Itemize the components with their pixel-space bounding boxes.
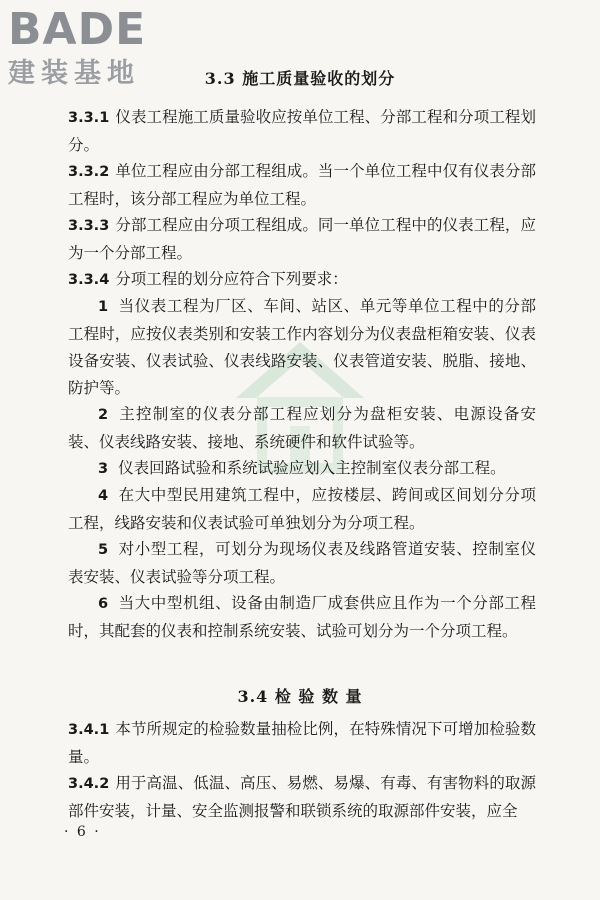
item-number: 3 <box>98 461 109 477</box>
clause-number: 3.3.4 <box>68 272 110 288</box>
item-3 <box>68 455 536 483</box>
item-5 <box>68 536 536 591</box>
item-1 <box>68 293 536 402</box>
item-number: 4 <box>98 488 109 504</box>
clause-3-3-2 <box>68 158 536 213</box>
clause-3-3-4 <box>68 266 536 294</box>
clause-text: 分部工程应由分项工程组成。同一单位工程中的仪表工程，应为一个分部工程。 <box>68 216 536 262</box>
clause-text: 单位工程应由分部工程组成。当一个单位工程中仅有仪表分部工程时，该分部工程应为单位工程。 <box>68 162 536 208</box>
item-text: 当仪表工程为厂区、车间、站区、单元等单位工程中的分部工程时，应按仪表类别和安装工作内容划分为仪表盘柜箱安装、仪表设备安装、仪表试验、仪表线路安装、仪表管道安装、脱脂、接地、防护等。 <box>68 297 536 397</box>
clause-number: 3.4.1 <box>68 722 110 738</box>
section-title-3-3: 3.3 施工质量验收的划分 <box>204 69 396 88</box>
clause-text: 分项工程的划分应符合下列要求： <box>115 270 348 288</box>
item-number: 6 <box>98 596 109 612</box>
clause-number: 3.4.2 <box>68 776 110 792</box>
clause-number: 3.3.3 <box>68 218 110 234</box>
page-number: · 6 · <box>64 824 101 840</box>
section-title-3-4: 3.4 检 验 数 量 <box>237 687 363 706</box>
clause-3-4-2 <box>68 770 536 825</box>
clause-text: 本节所规定的检验数量抽检比例，在特殊情况下可增加检验数量。 <box>68 720 536 766</box>
clause-3-4-1 <box>68 716 536 771</box>
item-text: 对小型工程，可划分为现场仪表及线路管道安装、控制室仪表安装、仪表试验等分项工程。 <box>68 540 536 586</box>
item-number: 1 <box>98 299 109 315</box>
item-number: 2 <box>98 407 109 423</box>
clause-number: 3.3.1 <box>68 110 110 126</box>
item-text: 当大中型机组、设备由制造厂成套供应且作为一个分部工程时，其配套的仪表和控制系统安装、试验可划分为一个分项工程。 <box>68 594 536 640</box>
clause-text: 用于高温、低温、高压、易燃、易爆、有毒、有害物料的取源部件安装，计量、安全监测报警和联锁系统的取源部件安装，应全 <box>68 774 536 820</box>
logo-chinese-text: 建装基地 <box>8 58 140 89</box>
item-text: 主控制室的仪表分部工程应划分为盘柜安装、电源设备安装、仪表线路安装、接地、系统硬件和软件试验等。 <box>68 405 536 451</box>
clause-text: 仪表工程施工质量验收应按单位工程、分部工程和分项工程划分。 <box>68 108 536 154</box>
item-text: 仪表回路试验和系统试验应划入主控制室仪表分部工程。 <box>118 459 506 477</box>
clause-3-3-3 <box>68 212 536 267</box>
item-number: 5 <box>98 542 109 558</box>
item-4 <box>68 482 536 537</box>
item-text: 在大中型民用建筑工程中，应按楼层、跨间或区间划分分项工程，线路安装和仪表试验可单独划分为分项工程。 <box>68 486 536 532</box>
logo-latin-text: BADE <box>8 4 147 55</box>
clause-3-3-1 <box>68 104 536 159</box>
clause-number: 3.3.2 <box>68 164 110 180</box>
item-2 <box>68 401 536 456</box>
item-6 <box>68 590 536 645</box>
